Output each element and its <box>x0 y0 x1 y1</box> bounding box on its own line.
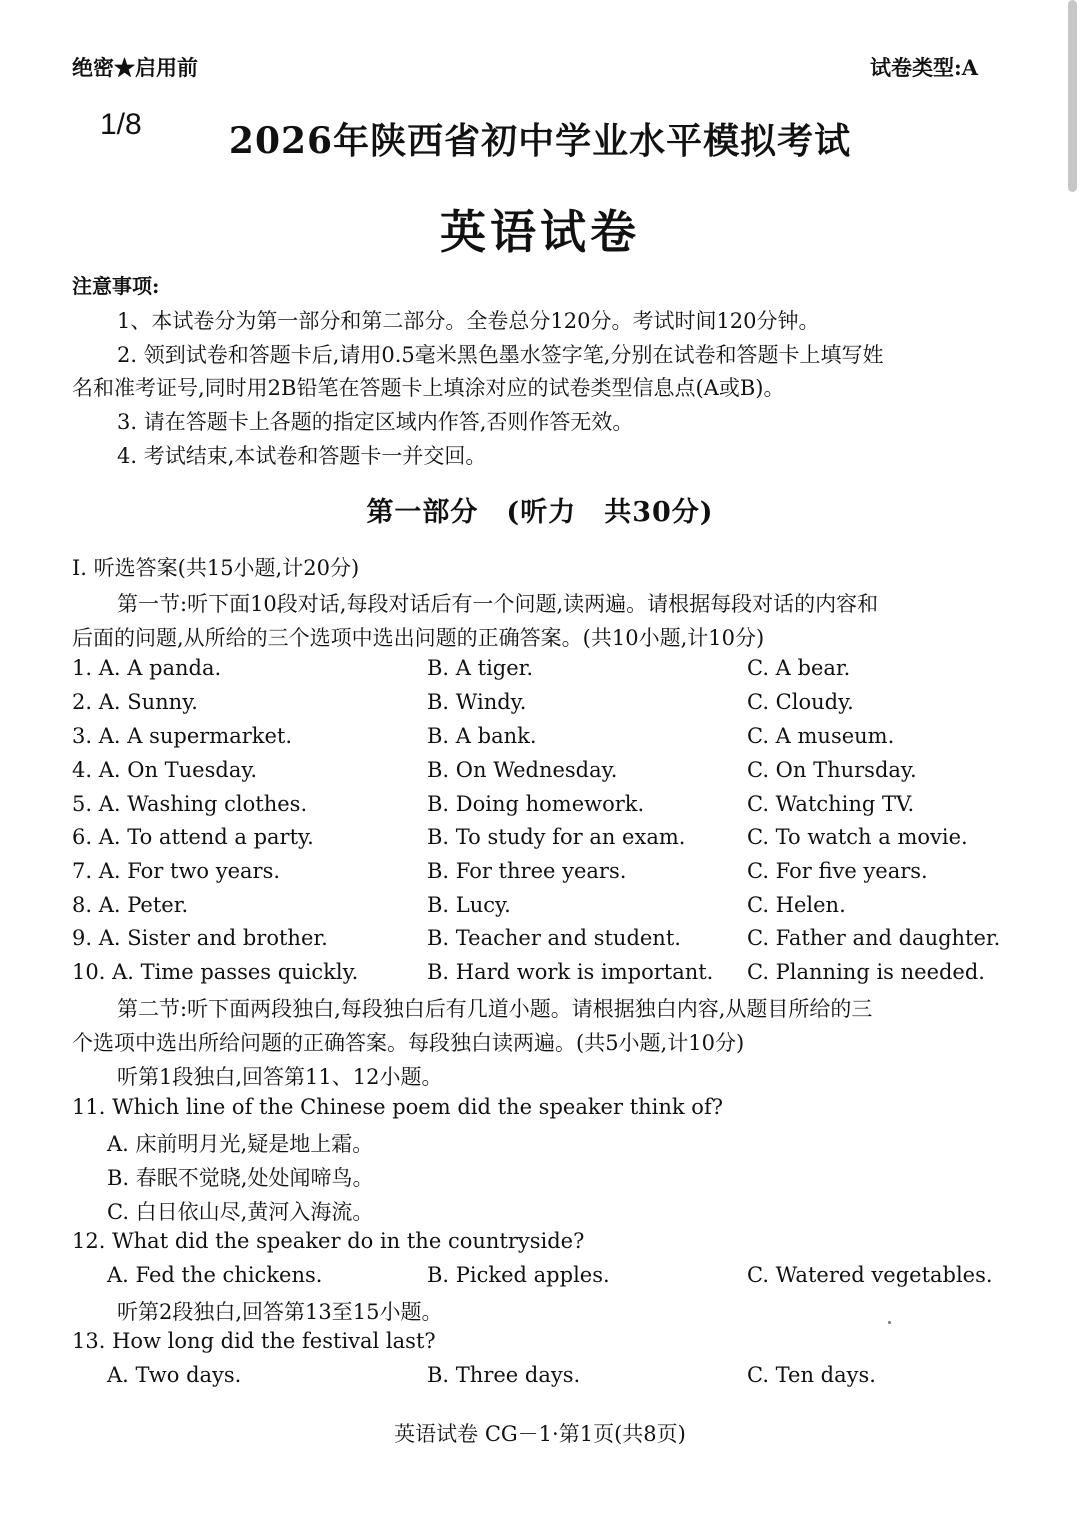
question-6-option-c: C. To watch a movie. <box>747 825 968 849</box>
question-5-option-c: C. Watching TV. <box>747 792 915 816</box>
question-4-option-a: 4. A. On Tuesday. <box>72 758 258 782</box>
question-6-option-b: B. To study for an exam. <box>427 825 686 849</box>
question-11-option-a: A. 床前明月光,疑是地上霜。 <box>107 1132 374 1156</box>
exam-subtitle: 英语试卷 <box>440 205 640 259</box>
question-7-option-a: 7. A. For two years. <box>72 859 281 883</box>
page-footer: 英语试卷 CG－1·第1页(共8页) <box>394 1422 686 1446</box>
question-10-option-a: 10. A. Time passes quickly. <box>72 960 359 984</box>
question-1-option-c: C. A bear. <box>747 656 851 680</box>
note-line: 4. 考试结束,本试卷和答题卡一并交回。 <box>117 444 487 468</box>
section1-instruction: 第一节:听下面10段对话,每段对话后有一个问题,读两遍。请根据每段对话的内容和 <box>117 592 879 616</box>
question-1-option-b: B. A tiger. <box>427 656 534 680</box>
question-8-option-b: B. Lucy. <box>427 893 511 917</box>
page-indicator: 1/8 <box>100 108 142 141</box>
section2-instruction: 个选项中选出所给问题的正确答案。每段独白读两遍。(共5小题,计10分) <box>72 1031 745 1055</box>
question-9-option-c: C. Father and daughter. <box>747 926 1001 950</box>
note-line: 2. 领到试卷和答题卡后,请用0.5毫米黑色墨水签字笔,分别在试卷和答题卡上填写姓 <box>117 343 884 367</box>
note-line: 3. 请在答题卡上各题的指定区域内作答,否则作答无效。 <box>117 410 634 434</box>
question-8-option-c: C. Helen. <box>747 893 846 917</box>
question-11-stem: 11. Which line of the Chinese poem did the speaker think of? <box>72 1095 723 1119</box>
section2-instruction: 第二节:听下面两段独白,每段独白后有几道小题。请根据独白内容,从题目所给的三 <box>117 997 873 1021</box>
question-1-option-a: 1. A. A panda. <box>72 656 222 680</box>
question-13-option-c: C. Ten days. <box>747 1363 876 1387</box>
question-9-option-b: B. Teacher and student. <box>427 926 681 950</box>
question-12-option-c: C. Watered vegetables. <box>747 1263 993 1287</box>
question-12-stem: 12. What did the speaker do in the countryside? <box>72 1229 585 1253</box>
question-3-option-c: C. A museum. <box>747 724 895 748</box>
question-2-option-b: B. Windy. <box>427 690 527 714</box>
scan-speck <box>888 1321 891 1324</box>
question-3-option-b: B. A bank. <box>427 724 537 748</box>
question-11-option-b: B. 春眠不觉晓,处处闻啼鸟。 <box>107 1166 374 1190</box>
monologue-1-instruction: 听第1段独白,回答第11、12小题。 <box>117 1065 443 1089</box>
question-13-stem: 13. How long did the festival last? <box>72 1329 436 1353</box>
notes-heading: 注意事项: <box>72 274 160 298</box>
question-12-option-b: B. Picked apples. <box>427 1263 610 1287</box>
part-heading: Ⅰ. 听选答案(共15小题,计20分) <box>72 556 360 580</box>
question-5-option-a: 5. A. Washing clothes. <box>72 792 308 816</box>
question-5-option-b: B. Doing homework. <box>427 792 645 816</box>
paper-type-label: 试卷类型:A <box>870 55 979 80</box>
question-2-option-a: 2. A. Sunny. <box>72 690 198 714</box>
question-4-option-b: B. On Wednesday. <box>427 758 618 782</box>
question-10-option-c: C. Planning is needed. <box>747 960 985 984</box>
question-6-option-a: 6. A. To attend a party. <box>72 825 314 849</box>
question-2-option-c: C. Cloudy. <box>747 690 854 714</box>
note-line: 1、本试卷分为第一部分和第二部分。全卷总分120分。考试时间120分钟。 <box>117 309 820 333</box>
section-title: 第一部分 (听力 共30分) <box>366 497 714 528</box>
question-8-option-a: 8. A. Peter. <box>72 893 189 917</box>
question-9-option-a: 9. A. Sister and brother. <box>72 926 328 950</box>
question-11-option-c: C. 白日依山尽,黄河入海流。 <box>107 1200 374 1224</box>
question-7-option-c: C. For five years. <box>747 859 928 883</box>
exam-title: 2026年陕西省初中学业水平模拟考试 <box>228 120 852 162</box>
section1-instruction: 后面的问题,从所给的三个选项中选出问题的正确答案。(共10小题,计10分) <box>72 626 765 650</box>
question-7-option-b: B. For three years. <box>427 859 627 883</box>
question-13-option-a: A. Two days. <box>107 1363 242 1387</box>
question-13-option-b: B. Three days. <box>427 1363 581 1387</box>
confidential-label: 绝密★启用前 <box>72 55 198 80</box>
note-line: 名和准考证号,同时用2B铅笔在答题卡上填涂对应的试卷类型信息点(A或B)。 <box>72 376 785 400</box>
question-3-option-a: 3. A. A supermarket. <box>72 724 293 748</box>
question-12-option-a: A. Fed the chickens. <box>107 1263 323 1287</box>
question-10-option-b: B. Hard work is important. <box>427 960 714 984</box>
monologue-2-instruction: 听第2段独白,回答第13至15小题。 <box>117 1300 443 1324</box>
question-4-option-c: C. On Thursday. <box>747 758 917 782</box>
